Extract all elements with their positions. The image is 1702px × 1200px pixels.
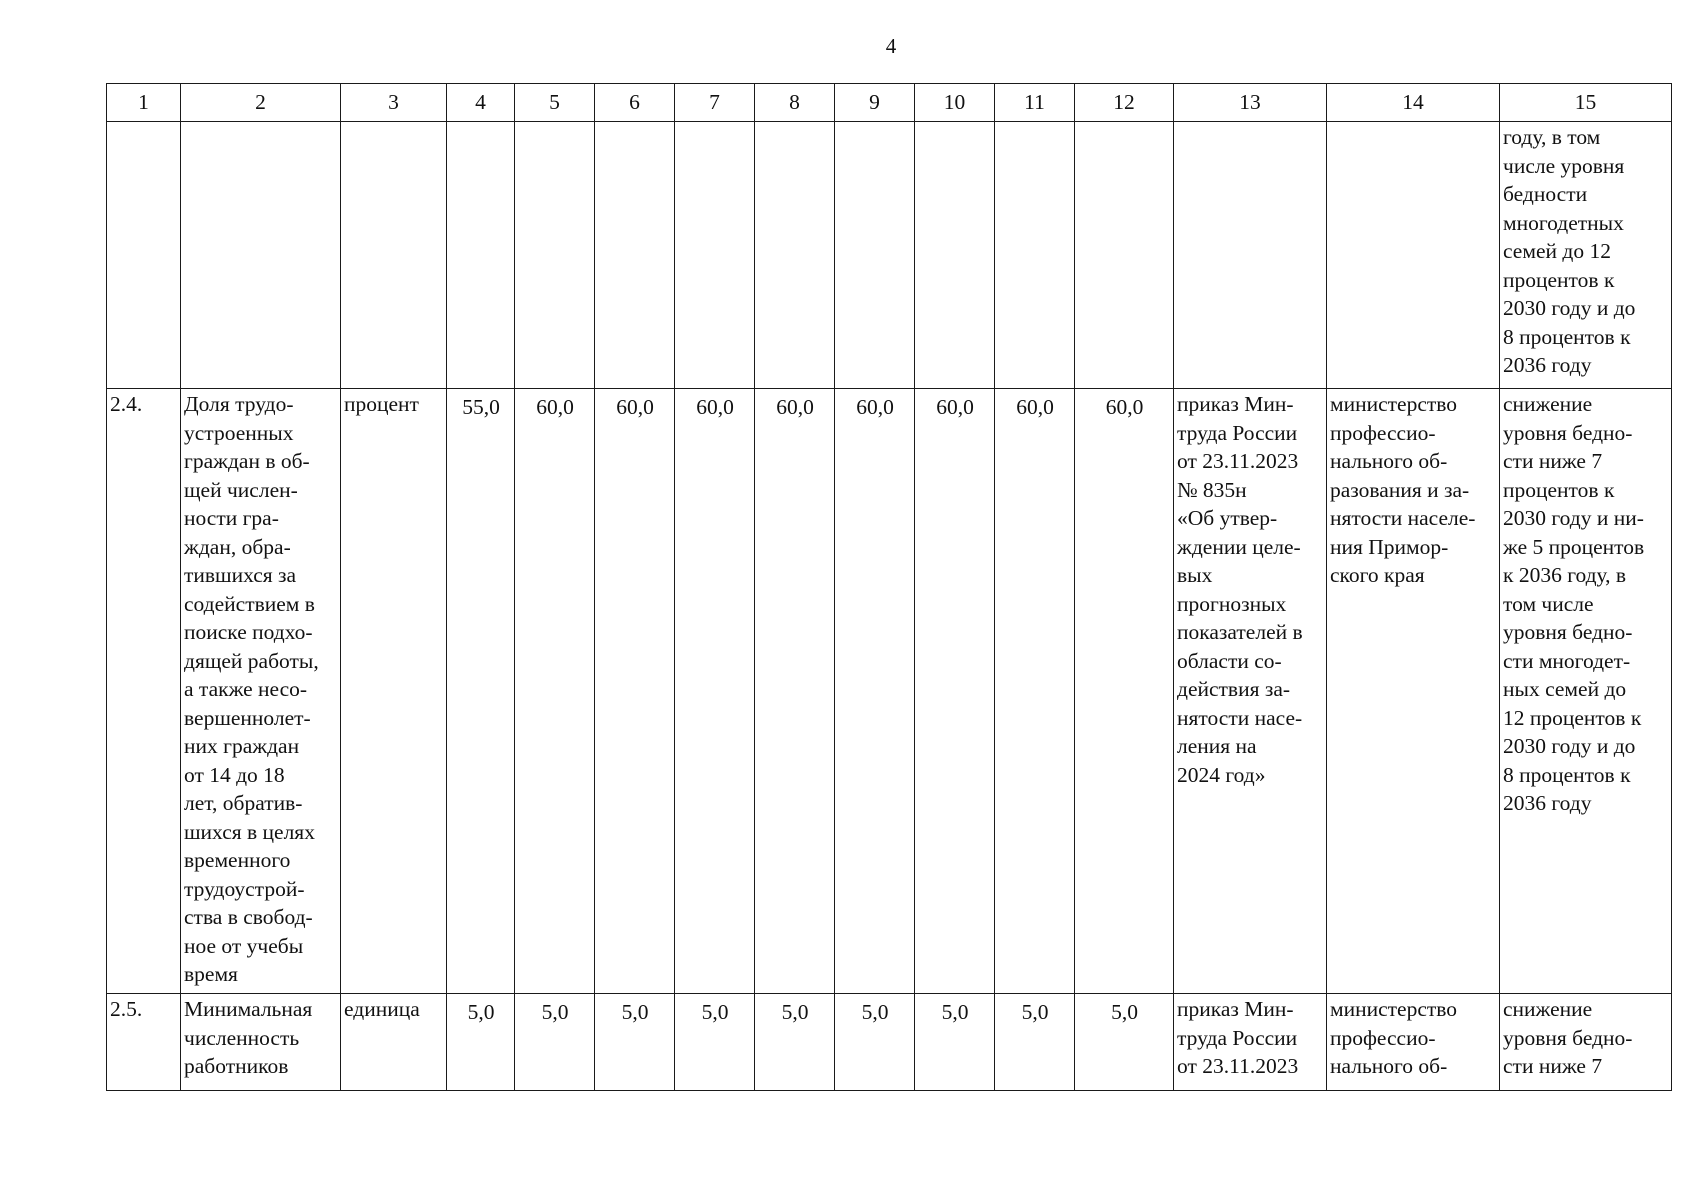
column-number: 9: [835, 84, 915, 122]
value-cell: 5,0: [995, 994, 1075, 1091]
page-number: 4: [885, 34, 897, 58]
unit-cell: процент: [341, 389, 447, 994]
value-cell: 60,0: [835, 389, 915, 994]
value-cell: 5,0: [515, 994, 595, 1091]
responsible-cell: министерство профессио- нального об-: [1327, 994, 1500, 1091]
empty-cell: [995, 122, 1075, 389]
value-cell: 5,0: [755, 994, 835, 1091]
value-cell: 5,0: [447, 994, 515, 1091]
column-number-row: [107, 84, 1672, 122]
column-number: 2: [181, 84, 341, 122]
value-cell: 55,0: [447, 389, 515, 994]
empty-cell: [107, 122, 181, 389]
unit-cell: единица: [341, 994, 447, 1091]
empty-cell: [755, 122, 835, 389]
empty-cell: [915, 122, 995, 389]
table-row: [107, 994, 1672, 1091]
empty-cell: [1327, 122, 1500, 389]
column-number: 15: [1500, 84, 1672, 122]
column-number: 4: [447, 84, 515, 122]
result-cell: снижение уровня бедно- сти ниже 7 процентов к 2030 году и ни- же 5 процентов к 2036 году, в том числе уровня бедно- сти многодет- ных семей до 12 процентов к 2030 году и до 8 процентов к 2036 году: [1500, 389, 1672, 994]
empty-cell: [341, 122, 447, 389]
empty-cell: [515, 122, 595, 389]
value-cell: 5,0: [675, 994, 755, 1091]
column-number: 7: [675, 84, 755, 122]
empty-cell: [675, 122, 755, 389]
value-cell: 60,0: [755, 389, 835, 994]
value-cell: 60,0: [915, 389, 995, 994]
empty-cell: [595, 122, 675, 389]
column-number: 8: [755, 84, 835, 122]
column-number: 6: [595, 84, 675, 122]
column-number: 13: [1174, 84, 1327, 122]
value-cell: 60,0: [595, 389, 675, 994]
continuation-row: [107, 122, 1672, 389]
column-number: 3: [341, 84, 447, 122]
indicator-name: Минимальная численность работников: [181, 994, 341, 1091]
value-cell: 60,0: [675, 389, 755, 994]
column-number: 14: [1327, 84, 1500, 122]
document-cell: приказ Мин- труда России от 23.11.2023 № 835н «Об утвер- ждении целе- вых прогнозных показателей в области со- действия за- нятости насе- ления на 2024 год»: [1174, 389, 1327, 994]
table-row: [107, 389, 1672, 994]
row-number: 2.4.: [107, 389, 181, 994]
value-cell: 5,0: [915, 994, 995, 1091]
value-cell: 60,0: [995, 389, 1075, 994]
document-cell: приказ Мин- труда России от 23.11.2023: [1174, 994, 1327, 1091]
column-number: 12: [1075, 84, 1174, 122]
empty-cell: [1075, 122, 1174, 389]
empty-cell: [447, 122, 515, 389]
empty-cell: [835, 122, 915, 389]
responsible-cell: министерство профессио- нального об- разования и за- нятости населе- ния Примор- ского края: [1327, 389, 1500, 994]
empty-cell: [181, 122, 341, 389]
row-number: 2.5.: [107, 994, 181, 1091]
empty-cell: [1174, 122, 1327, 389]
indicators-table: [106, 83, 1672, 1091]
value-cell: 60,0: [1075, 389, 1174, 994]
result-cell: году, в том числе уровня бедности многодетных семей до 12 процентов к 2030 году и до 8 процентов к 2036 году: [1500, 122, 1672, 389]
column-number: 1: [107, 84, 181, 122]
indicator-name: Доля трудо- устроенных граждан в об- щей числен- ности гра- ждан, обра- тившихся за содействием в поиске подхо- дящей работы, а также несо- вершеннолет- них граждан от 14 до 18 лет, обратив- шихся в целях временного трудоустрой- ства в свобод- ное от учебы время: [181, 389, 341, 994]
result-cell: снижение уровня бедно- сти ниже 7: [1500, 994, 1672, 1091]
column-number: 10: [915, 84, 995, 122]
value-cell: 5,0: [595, 994, 675, 1091]
column-number: 5: [515, 84, 595, 122]
value-cell: 60,0: [515, 389, 595, 994]
value-cell: 5,0: [835, 994, 915, 1091]
column-number: 11: [995, 84, 1075, 122]
value-cell: 5,0: [1075, 994, 1174, 1091]
